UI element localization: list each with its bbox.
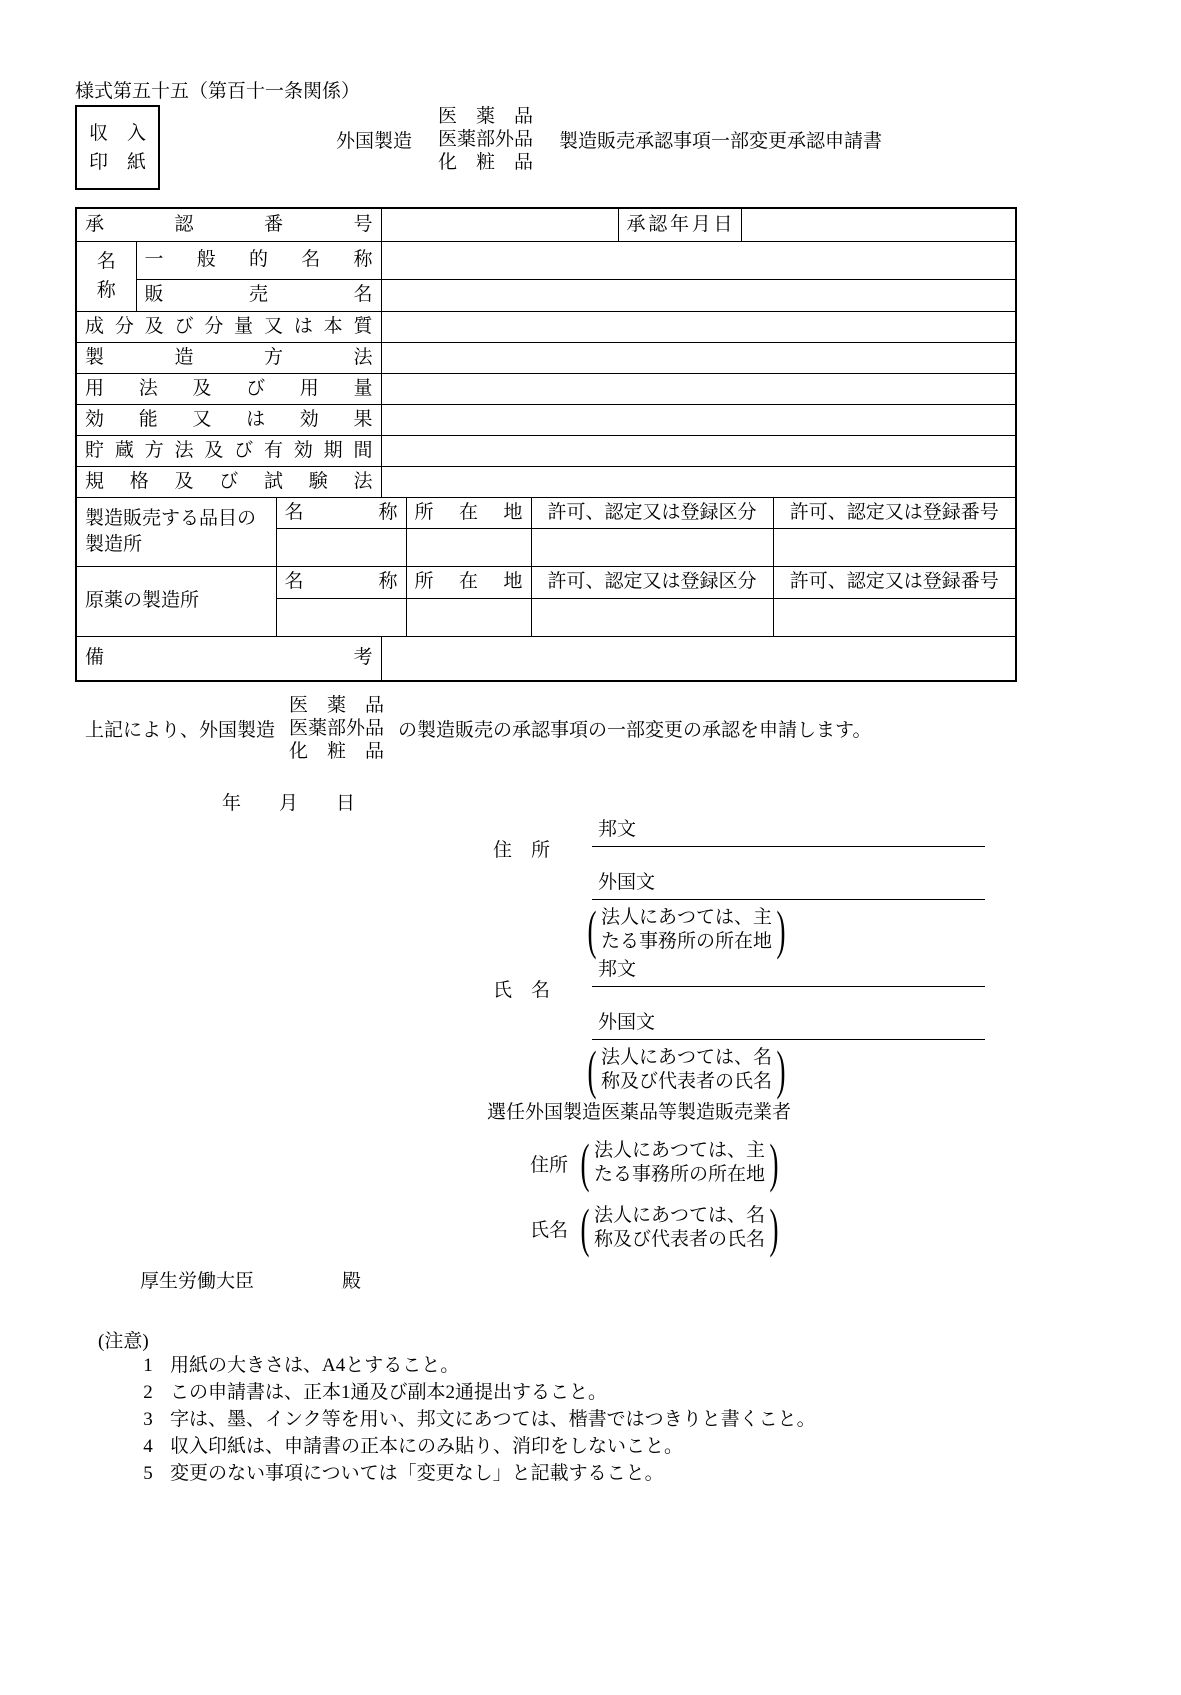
note-item <box>140 1433 816 1460</box>
minister-honorific: 殿 <box>342 1271 362 1292</box>
open-paren-icon: ( <box>587 900 597 960</box>
address-note-line1: 法人にあつては、主 <box>600 907 772 928</box>
close-paren-icon: ) <box>776 900 786 960</box>
manufacturing-method-row <box>76 342 1016 373</box>
address-note-line2: たる事務所の所在地 <box>600 931 772 952</box>
api-site-label: 原薬の製造所 <box>76 566 276 636</box>
dosage-row <box>76 373 1016 404</box>
agent-name-corporation-note <box>576 1198 783 1258</box>
api-site-category-header: 許可、認定又は登録区分 <box>531 566 773 598</box>
marketing-site-number-value <box>773 528 1016 566</box>
efficacy-label: 効能又は効果 <box>76 404 381 435</box>
api-site-number-value <box>773 598 1016 636</box>
efficacy-value <box>381 404 1016 435</box>
specifications-row <box>76 466 1016 497</box>
api-site-address-header: 所在地 <box>406 566 531 598</box>
product-type-cosmetic: 化 粧 品 <box>438 152 534 173</box>
storage-value <box>381 435 1016 466</box>
product-type-drug: 医 薬 品 <box>438 106 534 127</box>
name-foreign-label: 外国文 <box>598 1012 656 1033</box>
marketing-site-label: 製造販売する品目の製造所 <box>76 497 276 566</box>
api-site-name-value <box>276 598 406 636</box>
address-foreign-label: 外国文 <box>598 872 656 893</box>
agent-address-corporation-note <box>576 1133 783 1193</box>
approval-date-value <box>741 208 1016 241</box>
note-number: 3 <box>143 1409 153 1430</box>
note-text: 変更のない事項については「変更なし」と記載すること。 <box>170 1463 664 1484</box>
marketing-site-name-value <box>276 528 406 566</box>
agent-address-note-line1: 法人にあつては、主 <box>594 1140 766 1161</box>
open-paren-icon: ( <box>580 1198 590 1258</box>
marketing-site-category-header: 許可、認定又は登録区分 <box>531 497 773 528</box>
approval-date-label: 承認年月日 <box>618 208 741 241</box>
marketing-site-address-header: 所在地 <box>406 497 531 528</box>
api-site-header-row <box>76 566 1016 598</box>
note-item <box>140 1352 816 1379</box>
title-prefix: 外国製造 <box>336 131 413 152</box>
name-label: 氏 名 <box>493 980 551 1001</box>
revenue-stamp-box <box>75 105 160 190</box>
application-product-list <box>289 694 384 763</box>
note-text: 字は、墨、インク等を用い、邦文にあつては、楷書ではつきりと書くこと。 <box>170 1409 816 1430</box>
application-sentence <box>85 694 872 763</box>
api-site-category-value <box>531 598 773 636</box>
notes-list <box>140 1352 816 1487</box>
note-item <box>140 1379 816 1406</box>
note-number: 5 <box>143 1463 153 1484</box>
address-japanese-line <box>592 846 985 847</box>
ingredients-label: 成分及び分量又は本質 <box>76 311 381 342</box>
title-suffix: 製造販売承認事項一部変更承認申請書 <box>559 131 883 152</box>
specifications-value <box>381 466 1016 497</box>
title-product-list <box>438 105 533 174</box>
open-paren-icon: ( <box>587 1040 597 1100</box>
generic-name-value <box>381 241 1016 279</box>
name-japanese-line <box>592 986 985 987</box>
ingredients-row <box>76 311 1016 342</box>
name-foreign-line <box>592 1039 985 1040</box>
marketing-site-name-header: 名称 <box>276 497 406 528</box>
open-paren-icon: ( <box>580 1133 590 1193</box>
remarks-value <box>381 636 1016 681</box>
approval-number-label: 承認番号 <box>76 208 381 241</box>
marketing-site-header-row <box>76 497 1016 528</box>
name-corporation-note <box>583 1040 790 1100</box>
close-paren-icon: ) <box>776 1040 786 1100</box>
note-item <box>140 1406 816 1433</box>
dosage-label: 用法及び用量 <box>76 373 381 404</box>
manufacturing-method-label: 製造方法 <box>76 342 381 373</box>
address-label: 住 所 <box>493 840 551 861</box>
brand-name-row <box>76 279 1016 311</box>
minister-line <box>140 1266 361 1293</box>
agent-address-note-line2: たる事務所の所在地 <box>594 1164 766 1185</box>
api-site-address-value <box>406 598 531 636</box>
brand-name-label: 販売名 <box>136 279 381 311</box>
agent-address-row <box>530 1133 783 1193</box>
agent-name-row <box>530 1198 783 1258</box>
api-site-name-header: 名称 <box>276 566 406 598</box>
close-paren-icon: ) <box>769 1133 779 1193</box>
marketing-site-number-header: 許可、認定又は登録番号 <box>773 497 1016 528</box>
agent-name-note-line2: 称及び代表者の氏名 <box>594 1229 766 1250</box>
note-item <box>140 1460 816 1487</box>
name-label-text: 名称 <box>96 250 116 301</box>
brand-name-value <box>381 279 1016 311</box>
note-number: 2 <box>143 1382 153 1403</box>
generic-name-label: 一般的名称 <box>136 241 381 279</box>
remarks-label: 備考 <box>76 636 381 681</box>
address-foreign-line <box>592 899 985 900</box>
name-note-line2: 称及び代表者の氏名 <box>600 1071 772 1092</box>
notes-heading: (注意) <box>98 1331 149 1352</box>
remarks-row <box>76 636 1016 681</box>
dosage-value <box>381 373 1016 404</box>
product-type-drug: 医 薬 品 <box>289 695 385 716</box>
agent-name-label: 氏名 <box>530 1219 569 1241</box>
address-japanese-label: 邦文 <box>598 819 637 840</box>
agent-address-label: 住所 <box>530 1154 569 1176</box>
storage-label: 貯蔵方法及び有効期間 <box>76 435 381 466</box>
approval-number-value <box>381 208 618 241</box>
agent-heading: 選任外国製造医薬品等製造販売業者 <box>487 1102 792 1123</box>
name-japanese-label: 邦文 <box>598 959 637 980</box>
minister-title: 厚生労働大臣 <box>140 1271 255 1292</box>
approval-table <box>75 207 1017 682</box>
close-paren-icon: ) <box>769 1198 779 1258</box>
note-text: 用紙の大きさは、A4とすること。 <box>170 1355 460 1376</box>
marketing-site-address-value <box>406 528 531 566</box>
marketing-site-category-value <box>531 528 773 566</box>
name-label <box>76 241 136 311</box>
specifications-label: 規格及び試験法 <box>76 466 381 497</box>
application-prefix: 上記により、外国製造 <box>85 720 276 741</box>
agent-name-note-line1: 法人にあつては、名 <box>594 1205 766 1226</box>
storage-row <box>76 435 1016 466</box>
generic-name-row <box>76 241 1016 279</box>
form-number: 様式第五十五（第百十一条関係） <box>75 81 361 102</box>
note-number: 4 <box>143 1436 153 1457</box>
revenue-stamp-line1: 収 入 <box>88 122 146 144</box>
note-number: 1 <box>143 1355 153 1376</box>
manufacturing-method-value <box>381 342 1016 373</box>
product-type-quasi-drug: 医薬部外品 <box>289 718 385 739</box>
form-title <box>336 105 882 174</box>
product-type-cosmetic: 化 粧 品 <box>289 741 385 762</box>
product-type-quasi-drug: 医薬部外品 <box>438 129 534 150</box>
approval-number-row <box>76 208 1016 241</box>
date-line: 年 月 日 <box>222 793 356 814</box>
revenue-stamp-line2: 印 紙 <box>88 151 146 173</box>
name-note-line1: 法人にあつては、名 <box>600 1047 772 1068</box>
note-text: この申請書は、正本1通及び副本2通提出すること。 <box>170 1382 608 1403</box>
api-site-number-header: 許可、認定又は登録番号 <box>773 566 1016 598</box>
application-suffix: の製造販売の承認事項の一部変更の承認を申請します。 <box>398 720 872 741</box>
ingredients-value <box>381 311 1016 342</box>
efficacy-row <box>76 404 1016 435</box>
address-corporation-note <box>583 900 790 960</box>
note-text: 収入印紙は、申請書の正本にのみ貼り、消印をしないこと。 <box>170 1436 684 1457</box>
